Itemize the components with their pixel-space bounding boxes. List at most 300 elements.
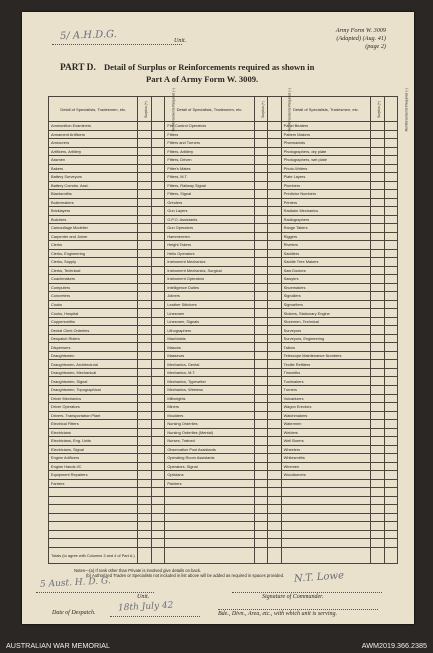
surplus-cell[interactable] — [254, 437, 267, 446]
totals-value-cell[interactable] — [384, 547, 397, 563]
surplus-cell[interactable] — [254, 241, 267, 250]
reinforcement-cell[interactable] — [268, 300, 281, 309]
surplus-cell[interactable] — [371, 428, 384, 437]
reinforcement-cell[interactable] — [151, 437, 164, 446]
reinforcement-cell[interactable] — [268, 122, 281, 131]
surplus-cell[interactable] — [254, 139, 267, 148]
surplus-cell[interactable] — [254, 420, 267, 429]
surplus-cell[interactable] — [138, 156, 151, 165]
surplus-cell[interactable] — [138, 190, 151, 199]
reinforcement-cell[interactable] — [268, 232, 281, 241]
surplus-cell[interactable] — [138, 385, 151, 394]
reinforcement-cell[interactable] — [268, 198, 281, 207]
reinforcement-cell[interactable] — [384, 232, 397, 241]
surplus-cell[interactable] — [371, 488, 384, 497]
surplus-cell[interactable] — [371, 505, 384, 514]
reinforcement-cell[interactable] — [151, 300, 164, 309]
surplus-cell[interactable] — [254, 454, 267, 463]
reinforcement-cell[interactable] — [151, 164, 164, 173]
reinforcement-cell[interactable] — [384, 394, 397, 403]
reinforcement-cell[interactable] — [384, 164, 397, 173]
surplus-cell[interactable] — [254, 360, 267, 369]
surplus-cell[interactable] — [138, 505, 151, 514]
surplus-cell[interactable] — [371, 368, 384, 377]
surplus-cell[interactable] — [138, 454, 151, 463]
surplus-cell[interactable] — [138, 164, 151, 173]
surplus-cell[interactable] — [254, 283, 267, 292]
reinforcement-cell[interactable] — [151, 479, 164, 488]
reinforcement-cell[interactable] — [151, 326, 164, 335]
surplus-cell[interactable] — [371, 147, 384, 156]
surplus-cell[interactable] — [254, 445, 267, 454]
reinforcement-cell[interactable] — [268, 164, 281, 173]
surplus-cell[interactable] — [138, 139, 151, 148]
reinforcement-cell[interactable] — [384, 198, 397, 207]
surplus-cell[interactable] — [371, 173, 384, 182]
reinforcement-cell[interactable] — [384, 249, 397, 258]
reinforcement-cell[interactable] — [384, 496, 397, 505]
surplus-cell[interactable] — [138, 317, 151, 326]
surplus-cell[interactable] — [254, 513, 267, 522]
reinforcement-cell[interactable] — [268, 377, 281, 386]
surplus-cell[interactable] — [254, 317, 267, 326]
surplus-cell[interactable] — [371, 479, 384, 488]
surplus-cell[interactable] — [138, 309, 151, 318]
reinforcement-cell[interactable] — [384, 437, 397, 446]
reinforcement-cell[interactable] — [151, 334, 164, 343]
reinforcement-cell[interactable] — [151, 505, 164, 514]
reinforcement-cell[interactable] — [151, 522, 164, 531]
reinforcement-cell[interactable] — [384, 173, 397, 182]
reinforcement-cell[interactable] — [268, 181, 281, 190]
reinforcement-cell[interactable] — [151, 249, 164, 258]
reinforcement-cell[interactable] — [268, 505, 281, 514]
reinforcement-cell[interactable] — [151, 368, 164, 377]
reinforcement-cell[interactable] — [268, 454, 281, 463]
reinforcement-cell[interactable] — [268, 368, 281, 377]
reinforcement-cell[interactable] — [384, 360, 397, 369]
surplus-cell[interactable] — [138, 275, 151, 284]
surplus-cell[interactable] — [371, 496, 384, 505]
reinforcement-cell[interactable] — [384, 471, 397, 480]
reinforcement-cell[interactable] — [268, 385, 281, 394]
surplus-cell[interactable] — [254, 530, 267, 539]
reinforcement-cell[interactable] — [268, 437, 281, 446]
reinforcement-cell[interactable] — [151, 130, 164, 139]
reinforcement-cell[interactable] — [384, 428, 397, 437]
reinforcement-cell[interactable] — [268, 488, 281, 497]
reinforcement-cell[interactable] — [151, 122, 164, 131]
reinforcement-cell[interactable] — [384, 377, 397, 386]
reinforcement-cell[interactable] — [268, 215, 281, 224]
surplus-cell[interactable] — [138, 488, 151, 497]
surplus-cell[interactable] — [254, 181, 267, 190]
surplus-cell[interactable] — [371, 522, 384, 531]
reinforcement-cell[interactable] — [268, 360, 281, 369]
reinforcement-cell[interactable] — [384, 326, 397, 335]
reinforcement-cell[interactable] — [268, 139, 281, 148]
reinforcement-cell[interactable] — [268, 513, 281, 522]
surplus-cell[interactable] — [371, 181, 384, 190]
surplus-cell[interactable] — [138, 420, 151, 429]
reinforcement-cell[interactable] — [384, 190, 397, 199]
surplus-cell[interactable] — [371, 385, 384, 394]
surplus-cell[interactable] — [254, 334, 267, 343]
reinforcement-cell[interactable] — [151, 207, 164, 216]
surplus-cell[interactable] — [254, 326, 267, 335]
reinforcement-cell[interactable] — [268, 428, 281, 437]
reinforcement-cell[interactable] — [151, 292, 164, 301]
reinforcement-cell[interactable] — [268, 403, 281, 412]
reinforcement-cell[interactable] — [268, 249, 281, 258]
reinforcement-cell[interactable] — [151, 139, 164, 148]
surplus-cell[interactable] — [138, 173, 151, 182]
reinforcement-cell[interactable] — [151, 351, 164, 360]
surplus-cell[interactable] — [371, 139, 384, 148]
surplus-cell[interactable] — [371, 258, 384, 267]
reinforcement-cell[interactable] — [384, 351, 397, 360]
reinforcement-cell[interactable] — [384, 309, 397, 318]
surplus-cell[interactable] — [138, 479, 151, 488]
reinforcement-cell[interactable] — [384, 343, 397, 352]
reinforcement-cell[interactable] — [151, 198, 164, 207]
surplus-cell[interactable] — [371, 377, 384, 386]
reinforcement-cell[interactable] — [268, 479, 281, 488]
surplus-cell[interactable] — [138, 224, 151, 233]
reinforcement-cell[interactable] — [268, 394, 281, 403]
reinforcement-cell[interactable] — [151, 496, 164, 505]
surplus-cell[interactable] — [138, 445, 151, 454]
surplus-cell[interactable] — [138, 411, 151, 420]
surplus-cell[interactable] — [138, 368, 151, 377]
surplus-cell[interactable] — [138, 181, 151, 190]
surplus-cell[interactable] — [371, 530, 384, 539]
surplus-cell[interactable] — [138, 539, 151, 548]
reinforcement-cell[interactable] — [268, 420, 281, 429]
surplus-cell[interactable] — [254, 411, 267, 420]
reinforcement-cell[interactable] — [268, 351, 281, 360]
reinforcement-cell[interactable] — [268, 530, 281, 539]
surplus-cell[interactable] — [371, 300, 384, 309]
surplus-cell[interactable] — [138, 215, 151, 224]
reinforcement-cell[interactable] — [151, 232, 164, 241]
reinforcement-cell[interactable] — [384, 156, 397, 165]
reinforcement-cell[interactable] — [384, 454, 397, 463]
reinforcement-cell[interactable] — [151, 539, 164, 548]
surplus-cell[interactable] — [138, 343, 151, 352]
surplus-cell[interactable] — [371, 411, 384, 420]
surplus-cell[interactable] — [371, 198, 384, 207]
surplus-cell[interactable] — [138, 207, 151, 216]
surplus-cell[interactable] — [254, 377, 267, 386]
surplus-cell[interactable] — [138, 122, 151, 131]
surplus-cell[interactable] — [371, 249, 384, 258]
surplus-cell[interactable] — [371, 437, 384, 446]
surplus-cell[interactable] — [371, 207, 384, 216]
totals-value-cell[interactable] — [371, 547, 384, 563]
surplus-cell[interactable] — [138, 198, 151, 207]
surplus-cell[interactable] — [371, 130, 384, 139]
surplus-cell[interactable] — [371, 164, 384, 173]
surplus-cell[interactable] — [138, 428, 151, 437]
reinforcement-cell[interactable] — [268, 317, 281, 326]
surplus-cell[interactable] — [254, 215, 267, 224]
surplus-cell[interactable] — [138, 522, 151, 531]
reinforcement-cell[interactable] — [384, 479, 397, 488]
surplus-cell[interactable] — [254, 232, 267, 241]
surplus-cell[interactable] — [254, 130, 267, 139]
reinforcement-cell[interactable] — [268, 471, 281, 480]
reinforcement-cell[interactable] — [151, 454, 164, 463]
reinforcement-cell[interactable] — [151, 471, 164, 480]
surplus-cell[interactable] — [138, 283, 151, 292]
reinforcement-cell[interactable] — [384, 300, 397, 309]
surplus-cell[interactable] — [371, 334, 384, 343]
reinforcement-cell[interactable] — [268, 156, 281, 165]
reinforcement-cell[interactable] — [384, 334, 397, 343]
reinforcement-cell[interactable] — [151, 462, 164, 471]
reinforcement-cell[interactable] — [151, 283, 164, 292]
surplus-cell[interactable] — [254, 505, 267, 514]
surplus-cell[interactable] — [254, 224, 267, 233]
reinforcement-cell[interactable] — [151, 428, 164, 437]
reinforcement-cell[interactable] — [384, 215, 397, 224]
surplus-cell[interactable] — [371, 156, 384, 165]
surplus-cell[interactable] — [371, 190, 384, 199]
surplus-cell[interactable] — [138, 147, 151, 156]
surplus-cell[interactable] — [138, 437, 151, 446]
reinforcement-cell[interactable] — [151, 445, 164, 454]
surplus-cell[interactable] — [138, 360, 151, 369]
reinforcement-cell[interactable] — [151, 173, 164, 182]
surplus-cell[interactable] — [254, 122, 267, 131]
reinforcement-cell[interactable] — [268, 241, 281, 250]
surplus-cell[interactable] — [371, 539, 384, 548]
totals-value-cell[interactable] — [151, 547, 164, 563]
reinforcement-cell[interactable] — [384, 513, 397, 522]
reinforcement-cell[interactable] — [268, 147, 281, 156]
reinforcement-cell[interactable] — [384, 258, 397, 267]
reinforcement-cell[interactable] — [151, 420, 164, 429]
surplus-cell[interactable] — [254, 207, 267, 216]
totals-value-cell[interactable] — [138, 547, 151, 563]
reinforcement-cell[interactable] — [268, 445, 281, 454]
reinforcement-cell[interactable] — [384, 445, 397, 454]
surplus-cell[interactable] — [371, 283, 384, 292]
surplus-cell[interactable] — [138, 249, 151, 258]
surplus-cell[interactable] — [254, 462, 267, 471]
reinforcement-cell[interactable] — [268, 292, 281, 301]
surplus-cell[interactable] — [371, 403, 384, 412]
surplus-cell[interactable] — [371, 326, 384, 335]
surplus-cell[interactable] — [371, 232, 384, 241]
reinforcement-cell[interactable] — [268, 224, 281, 233]
reinforcement-cell[interactable] — [151, 403, 164, 412]
surplus-cell[interactable] — [254, 164, 267, 173]
surplus-cell[interactable] — [371, 266, 384, 275]
reinforcement-cell[interactable] — [151, 266, 164, 275]
reinforcement-cell[interactable] — [151, 343, 164, 352]
reinforcement-cell[interactable] — [151, 241, 164, 250]
reinforcement-cell[interactable] — [151, 530, 164, 539]
surplus-cell[interactable] — [254, 147, 267, 156]
reinforcement-cell[interactable] — [151, 309, 164, 318]
surplus-cell[interactable] — [254, 479, 267, 488]
reinforcement-cell[interactable] — [384, 385, 397, 394]
reinforcement-cell[interactable] — [384, 139, 397, 148]
reinforcement-cell[interactable] — [384, 283, 397, 292]
reinforcement-cell[interactable] — [151, 215, 164, 224]
surplus-cell[interactable] — [254, 539, 267, 548]
reinforcement-cell[interactable] — [151, 317, 164, 326]
surplus-cell[interactable] — [371, 343, 384, 352]
reinforcement-cell[interactable] — [151, 224, 164, 233]
surplus-cell[interactable] — [371, 394, 384, 403]
reinforcement-cell[interactable] — [151, 190, 164, 199]
reinforcement-cell[interactable] — [151, 513, 164, 522]
surplus-cell[interactable] — [138, 326, 151, 335]
surplus-cell[interactable] — [371, 241, 384, 250]
surplus-cell[interactable] — [254, 351, 267, 360]
surplus-cell[interactable] — [138, 496, 151, 505]
surplus-cell[interactable] — [254, 300, 267, 309]
reinforcement-cell[interactable] — [384, 462, 397, 471]
reinforcement-cell[interactable] — [268, 130, 281, 139]
surplus-cell[interactable] — [371, 420, 384, 429]
surplus-cell[interactable] — [254, 190, 267, 199]
surplus-cell[interactable] — [254, 428, 267, 437]
surplus-cell[interactable] — [371, 445, 384, 454]
reinforcement-cell[interactable] — [268, 309, 281, 318]
surplus-cell[interactable] — [254, 309, 267, 318]
surplus-cell[interactable] — [371, 454, 384, 463]
reinforcement-cell[interactable] — [384, 530, 397, 539]
reinforcement-cell[interactable] — [384, 122, 397, 131]
surplus-cell[interactable] — [138, 258, 151, 267]
surplus-cell[interactable] — [371, 122, 384, 131]
reinforcement-cell[interactable] — [151, 156, 164, 165]
surplus-cell[interactable] — [371, 513, 384, 522]
surplus-cell[interactable] — [138, 403, 151, 412]
reinforcement-cell[interactable] — [151, 377, 164, 386]
surplus-cell[interactable] — [138, 530, 151, 539]
reinforcement-cell[interactable] — [384, 403, 397, 412]
reinforcement-cell[interactable] — [151, 275, 164, 284]
reinforcement-cell[interactable] — [384, 147, 397, 156]
reinforcement-cell[interactable] — [384, 522, 397, 531]
reinforcement-cell[interactable] — [151, 147, 164, 156]
surplus-cell[interactable] — [138, 394, 151, 403]
reinforcement-cell[interactable] — [268, 173, 281, 182]
reinforcement-cell[interactable] — [384, 368, 397, 377]
surplus-cell[interactable] — [138, 232, 151, 241]
reinforcement-cell[interactable] — [151, 385, 164, 394]
surplus-cell[interactable] — [138, 266, 151, 275]
surplus-cell[interactable] — [138, 300, 151, 309]
surplus-cell[interactable] — [254, 368, 267, 377]
surplus-cell[interactable] — [138, 471, 151, 480]
surplus-cell[interactable] — [254, 156, 267, 165]
reinforcement-cell[interactable] — [268, 283, 281, 292]
reinforcement-cell[interactable] — [384, 181, 397, 190]
reinforcement-cell[interactable] — [268, 334, 281, 343]
reinforcement-cell[interactable] — [384, 292, 397, 301]
totals-value-cell[interactable] — [254, 547, 267, 563]
surplus-cell[interactable] — [371, 317, 384, 326]
surplus-cell[interactable] — [371, 215, 384, 224]
surplus-cell[interactable] — [254, 258, 267, 267]
reinforcement-cell[interactable] — [384, 411, 397, 420]
reinforcement-cell[interactable] — [151, 411, 164, 420]
reinforcement-cell[interactable] — [384, 539, 397, 548]
reinforcement-cell[interactable] — [384, 420, 397, 429]
surplus-cell[interactable] — [254, 394, 267, 403]
reinforcement-cell[interactable] — [384, 275, 397, 284]
reinforcement-cell[interactable] — [151, 181, 164, 190]
surplus-cell[interactable] — [254, 275, 267, 284]
surplus-cell[interactable] — [371, 462, 384, 471]
reinforcement-cell[interactable] — [151, 360, 164, 369]
surplus-cell[interactable] — [254, 488, 267, 497]
surplus-cell[interactable] — [254, 173, 267, 182]
surplus-cell[interactable] — [254, 292, 267, 301]
surplus-cell[interactable] — [371, 351, 384, 360]
surplus-cell[interactable] — [371, 471, 384, 480]
surplus-cell[interactable] — [138, 334, 151, 343]
reinforcement-cell[interactable] — [384, 241, 397, 250]
reinforcement-cell[interactable] — [268, 462, 281, 471]
reinforcement-cell[interactable] — [268, 326, 281, 335]
totals-value-cell[interactable] — [268, 547, 281, 563]
surplus-cell[interactable] — [254, 403, 267, 412]
reinforcement-cell[interactable] — [268, 266, 281, 275]
reinforcement-cell[interactable] — [268, 496, 281, 505]
surplus-cell[interactable] — [138, 462, 151, 471]
reinforcement-cell[interactable] — [384, 207, 397, 216]
reinforcement-cell[interactable] — [384, 505, 397, 514]
surplus-cell[interactable] — [138, 377, 151, 386]
surplus-cell[interactable] — [254, 343, 267, 352]
surplus-cell[interactable] — [138, 130, 151, 139]
reinforcement-cell[interactable] — [384, 130, 397, 139]
surplus-cell[interactable] — [138, 351, 151, 360]
reinforcement-cell[interactable] — [151, 394, 164, 403]
surplus-cell[interactable] — [371, 275, 384, 284]
surplus-cell[interactable] — [254, 266, 267, 275]
reinforcement-cell[interactable] — [384, 488, 397, 497]
surplus-cell[interactable] — [138, 292, 151, 301]
reinforcement-cell[interactable] — [151, 258, 164, 267]
surplus-cell[interactable] — [254, 249, 267, 258]
reinforcement-cell[interactable] — [384, 224, 397, 233]
reinforcement-cell[interactable] — [268, 207, 281, 216]
reinforcement-cell[interactable] — [384, 266, 397, 275]
surplus-cell[interactable] — [138, 513, 151, 522]
reinforcement-cell[interactable] — [268, 258, 281, 267]
surplus-cell[interactable] — [138, 241, 151, 250]
reinforcement-cell[interactable] — [384, 317, 397, 326]
surplus-cell[interactable] — [371, 224, 384, 233]
surplus-cell[interactable] — [254, 471, 267, 480]
reinforcement-cell[interactable] — [268, 539, 281, 548]
surplus-cell[interactable] — [254, 198, 267, 207]
reinforcement-cell[interactable] — [268, 522, 281, 531]
reinforcement-cell[interactable] — [268, 411, 281, 420]
reinforcement-cell[interactable] — [268, 275, 281, 284]
reinforcement-cell[interactable] — [268, 190, 281, 199]
surplus-cell[interactable] — [254, 385, 267, 394]
surplus-cell[interactable] — [254, 496, 267, 505]
